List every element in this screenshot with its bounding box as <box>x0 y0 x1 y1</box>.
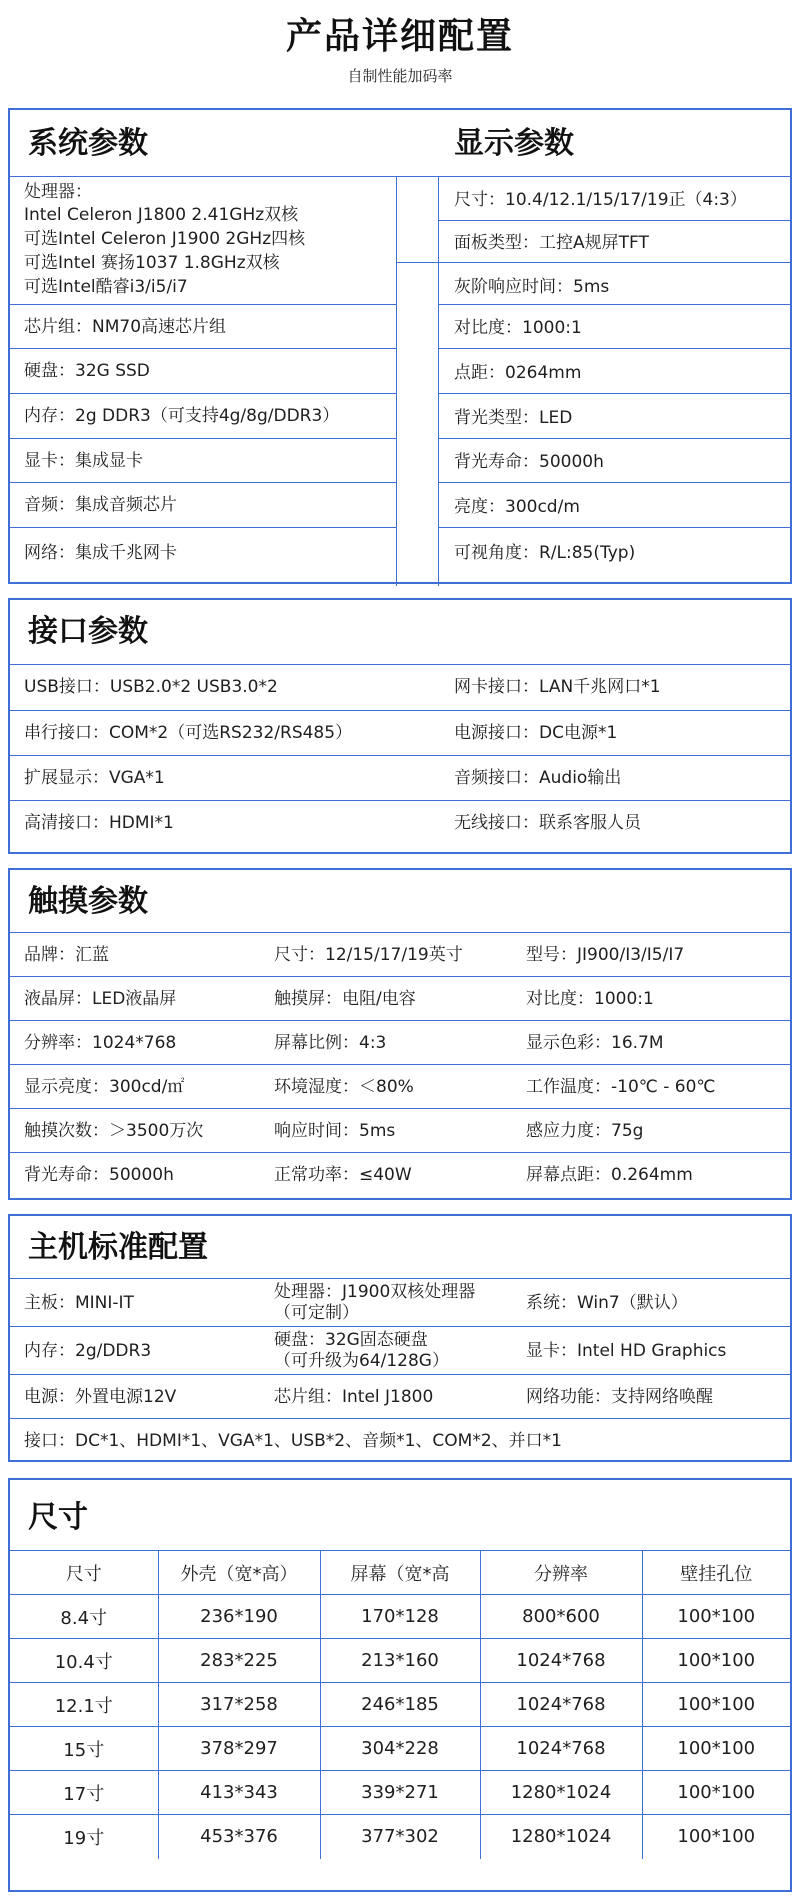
screen-cell: 377*302 <box>320 1815 480 1859</box>
panel-type-spec: 面板类型：工控A规屏TFT <box>454 233 649 253</box>
screen-cell: 170*128 <box>320 1595 480 1639</box>
network-spec: 网络：集成千兆网卡 <box>24 543 177 563</box>
touch-type: 触摸屏：电阻/电容 <box>274 989 416 1009</box>
host-memory: 内存：2g/DDR3 <box>24 1341 152 1361</box>
table-row <box>10 1771 790 1815</box>
touch-section-title: 触摸参数 <box>28 884 148 919</box>
memory-spec: 内存：2g DDR3（可支持4g/8g/DDR3） <box>24 406 340 426</box>
backlight-life-spec: 背光寿命：50000h <box>454 452 604 472</box>
size-col-header: 尺寸 <box>10 1551 158 1595</box>
cpu-option-2: 可选Intel Celeron J1900 2GHz四核 <box>24 229 306 249</box>
size-cell: 8.4寸 <box>10 1595 158 1639</box>
touch-colors: 显示色彩：16.7M <box>526 1033 664 1053</box>
host-power: 电源：外置电源12V <box>24 1387 177 1407</box>
host-cpu-note: （可定制） <box>274 1303 359 1323</box>
host-interfaces: 接口：DC*1、HDMI*1、VGA*1、USB*2、音频*1、COM*2、并口*1 <box>24 1431 562 1451</box>
host-board: 主板：MINI-IT <box>24 1293 134 1313</box>
size-table-header <box>10 1551 790 1595</box>
mount-col-header: 壁挂孔位 <box>642 1551 790 1595</box>
size-section <box>8 1478 792 1892</box>
touch-backlight-life: 背光寿命：50000h <box>24 1165 174 1185</box>
case-cell: 413*343 <box>158 1771 320 1815</box>
cpu-option-3: 可选Intel 赛扬1037 1.8GHz双核 <box>24 253 280 273</box>
mount-cell: 100*100 <box>642 1815 790 1859</box>
case-col-header: 外壳（宽*高） <box>158 1551 320 1595</box>
touch-brightness: 显示亮度：300cd/㎡ <box>24 1077 185 1097</box>
touch-aspect-ratio: 屏幕比例：4:3 <box>274 1033 387 1053</box>
touch-resolution: 分辨率：1024*768 <box>24 1033 177 1053</box>
touch-brand: 品牌：汇蓝 <box>24 945 109 965</box>
system-display-section <box>8 108 792 584</box>
touch-size: 尺寸：12/15/17/19英寸 <box>274 945 463 965</box>
dot-pitch-spec: 点距：0264mm <box>454 363 582 383</box>
host-cpu: 处理器：J1900双核处理器 <box>274 1282 476 1302</box>
size-cell: 15寸 <box>10 1727 158 1771</box>
display-section-title: 显示参数 <box>454 126 574 161</box>
mount-cell: 100*100 <box>642 1727 790 1771</box>
touch-lcd: 液晶屏：LED液晶屏 <box>24 989 177 1009</box>
host-section-title: 主机标准配置 <box>28 1230 208 1265</box>
screen-cell: 339*271 <box>320 1771 480 1815</box>
host-section <box>8 1214 792 1462</box>
page-subtitle: 自制性能加码率 <box>347 67 453 85</box>
touch-power: 正常功率：≤40W <box>274 1165 412 1185</box>
touch-response: 响应时间：5ms <box>274 1121 396 1141</box>
mount-cell: 100*100 <box>642 1639 790 1683</box>
host-chipset: 芯片组：Intel J1800 <box>274 1387 434 1407</box>
resolution-cell: 800*600 <box>480 1595 642 1639</box>
size-table <box>10 1550 790 1859</box>
table-row <box>10 1595 790 1639</box>
touch-dot-pitch: 屏幕点距：0.264mm <box>526 1165 693 1185</box>
disk-spec: 硬盘：32G SSD <box>24 361 150 381</box>
touch-model: 型号：JI900/I3/I5/I7 <box>526 945 685 965</box>
gpu-spec: 显卡：集成显卡 <box>24 451 143 471</box>
hdmi-port-spec: 高清接口：HDMI*1 <box>24 813 174 833</box>
display-size-spec: 尺寸：10.4/12.1/15/17/19正（4:3） <box>454 190 747 210</box>
touch-temperature: 工作温度：-10℃ - 60℃ <box>526 1077 716 1097</box>
screen-cell: 246*185 <box>320 1683 480 1727</box>
page-title: 产品详细配置 <box>285 16 514 57</box>
mount-cell: 100*100 <box>642 1771 790 1815</box>
chipset-spec: 芯片组：NM70高速芯片组 <box>24 317 227 337</box>
viewing-angle-spec: 可视角度：R/L:85(Typ) <box>454 543 636 563</box>
table-row <box>10 1639 790 1683</box>
mount-cell: 100*100 <box>642 1683 790 1727</box>
host-disk-note: （可升级为64/128G） <box>274 1351 449 1371</box>
page-header <box>0 12 800 88</box>
touch-contrast: 对比度：1000:1 <box>526 989 654 1009</box>
resolution-cell: 1024*768 <box>480 1683 642 1727</box>
host-network: 网络功能：支持网络唤醒 <box>526 1387 713 1407</box>
audio-spec: 音频：集成音频芯片 <box>24 495 177 515</box>
touch-humidity: 环境湿度：＜80% <box>274 1077 414 1097</box>
resolution-col-header: 分辨率 <box>480 1551 642 1595</box>
touch-section <box>8 868 792 1200</box>
system-section-title: 系统参数 <box>28 126 148 161</box>
cpu-option-4: 可选Intel酷睿i3/i5/i7 <box>24 277 188 297</box>
size-cell: 10.4寸 <box>10 1639 158 1683</box>
serial-port-spec: 串行接口：COM*2（可选RS232/RS485） <box>24 723 353 743</box>
case-cell: 236*190 <box>158 1595 320 1639</box>
power-port-spec: 电源接口：DC电源*1 <box>454 723 618 743</box>
resolution-cell: 1280*1024 <box>480 1771 642 1815</box>
backlight-type-spec: 背光类型：LED <box>454 408 573 428</box>
case-cell: 378*297 <box>158 1727 320 1771</box>
size-section-title: 尺寸 <box>28 1500 88 1535</box>
lan-port-spec: 网卡接口：LAN千兆网口*1 <box>454 677 661 697</box>
table-row <box>10 1683 790 1727</box>
wireless-port-spec: 无线接口：联系客服人员 <box>454 813 641 833</box>
resolution-cell: 1280*1024 <box>480 1815 642 1859</box>
audio-port-spec: 音频接口：Audio输出 <box>454 768 622 788</box>
vga-port-spec: 扩展显示：VGA*1 <box>24 768 165 788</box>
cpu-option-1: Intel Celeron J1800 2.41GHz双核 <box>24 205 299 225</box>
contrast-spec: 对比度：1000:1 <box>454 318 582 338</box>
size-cell: 17寸 <box>10 1771 158 1815</box>
screen-cell: 213*160 <box>320 1639 480 1683</box>
touch-count: 触摸次数：＞3500万次 <box>24 1121 204 1141</box>
ports-section-title: 接口参数 <box>28 614 148 649</box>
screen-cell: 304*228 <box>320 1727 480 1771</box>
resolution-cell: 1024*768 <box>480 1727 642 1771</box>
case-cell: 283*225 <box>158 1639 320 1683</box>
host-disk: 硬盘：32G固态硬盘 <box>274 1330 428 1350</box>
cpu-label: 处理器： <box>24 182 92 202</box>
response-time-spec: 灰阶响应时间：5ms <box>454 277 610 297</box>
table-row <box>10 1815 790 1859</box>
mount-cell: 100*100 <box>642 1595 790 1639</box>
screen-col-header: 屏幕（宽*高 <box>320 1551 480 1595</box>
touch-force: 感应力度：75g <box>526 1121 644 1141</box>
resolution-cell: 1024*768 <box>480 1639 642 1683</box>
size-cell: 12.1寸 <box>10 1683 158 1727</box>
host-os: 系统：Win7（默认） <box>526 1293 688 1313</box>
brightness-spec: 亮度：300cd/m <box>454 497 580 517</box>
case-cell: 317*258 <box>158 1683 320 1727</box>
table-row <box>10 1727 790 1771</box>
ports-section <box>8 598 792 854</box>
size-cell: 19寸 <box>10 1815 158 1859</box>
usb-port-spec: USB接口：USB2.0*2 USB3.0*2 <box>24 677 278 697</box>
case-cell: 453*376 <box>158 1815 320 1859</box>
host-gpu: 显卡：Intel HD Graphics <box>526 1341 727 1361</box>
